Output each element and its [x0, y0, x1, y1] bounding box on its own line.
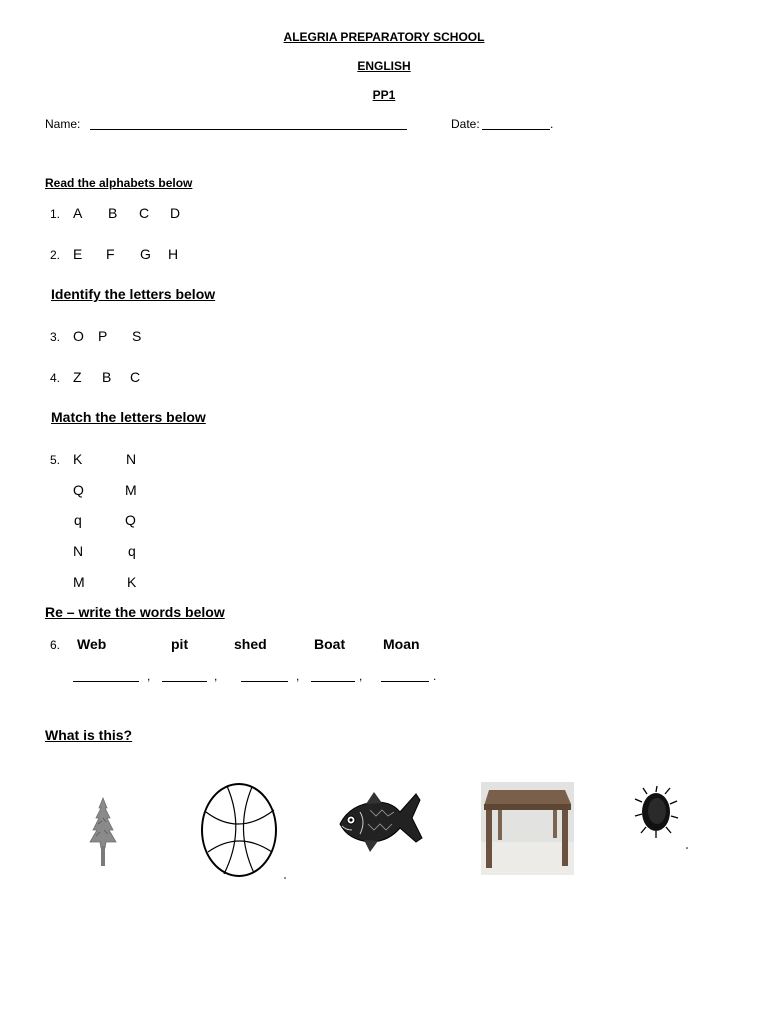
blank-separator: , [214, 669, 218, 683]
blank-separator: , [147, 669, 151, 683]
match-right-letter: M [125, 482, 137, 498]
answer-blank[interactable] [381, 681, 429, 682]
word: Boat [314, 636, 346, 652]
match-left-letter: N [73, 543, 84, 559]
letter: C [139, 205, 150, 221]
match-left-letter: Q [73, 482, 84, 498]
letter: P [98, 328, 108, 344]
letter: C [130, 369, 141, 385]
sun-icon [620, 782, 712, 867]
date-period: . [550, 117, 554, 131]
word: Moan [383, 636, 420, 652]
letter: B [108, 205, 118, 221]
answer-blank[interactable] [162, 681, 207, 682]
match-right-letter: N [126, 451, 137, 467]
word: shed [234, 636, 267, 652]
ball-icon [194, 782, 290, 887]
name-field[interactable] [90, 129, 407, 130]
letter: Z [73, 369, 82, 385]
blank-separator: , [359, 669, 363, 683]
letter: F [106, 246, 115, 262]
blank-separator: , [296, 669, 300, 683]
answer-blank[interactable] [73, 681, 139, 682]
item-number: 6. [50, 638, 61, 652]
letter: S [132, 328, 142, 344]
item-number: 2. [50, 248, 61, 262]
table-icon [481, 782, 574, 875]
date-field[interactable] [482, 129, 550, 130]
item-number: 3. [50, 330, 61, 344]
date-label: Date: [451, 117, 480, 131]
tree-icon [86, 796, 120, 873]
letter: B [102, 369, 112, 385]
section-read-title: Read the alphabets below [45, 176, 193, 190]
match-left-letter: q [74, 512, 82, 528]
match-right-letter: K [127, 574, 137, 590]
word: Web [77, 636, 107, 652]
school-title: ALEGRIA PREPARATORY SCHOOL [283, 30, 485, 44]
letter: O [73, 328, 84, 344]
name-label: Name: [45, 117, 81, 131]
match-right-letter: q [128, 543, 136, 559]
section-what-title: What is this? [45, 727, 133, 743]
section-identify-title: Identify the letters below [51, 286, 216, 302]
item-number: 4. [50, 371, 61, 385]
blank-separator: . [433, 669, 437, 683]
answer-blank[interactable] [241, 681, 288, 682]
class-title: PP1 [372, 88, 396, 102]
match-left-letter: K [73, 451, 83, 467]
answer-blank[interactable] [311, 681, 355, 682]
item-number: 5. [50, 453, 61, 467]
letter: D [170, 205, 181, 221]
word: pit [171, 636, 189, 652]
section-rewrite-title: Re – write the words below [45, 604, 225, 620]
subject-title: ENGLISH [357, 59, 411, 73]
letter: G [140, 246, 151, 262]
match-right-letter: Q [125, 512, 136, 528]
item-number: 1. [50, 207, 61, 221]
letter: A [73, 205, 83, 221]
match-left-letter: M [73, 574, 85, 590]
section-match-title: Match the letters below [51, 409, 206, 425]
letter: H [168, 246, 179, 262]
fish-icon [336, 778, 424, 861]
letter: E [73, 246, 83, 262]
